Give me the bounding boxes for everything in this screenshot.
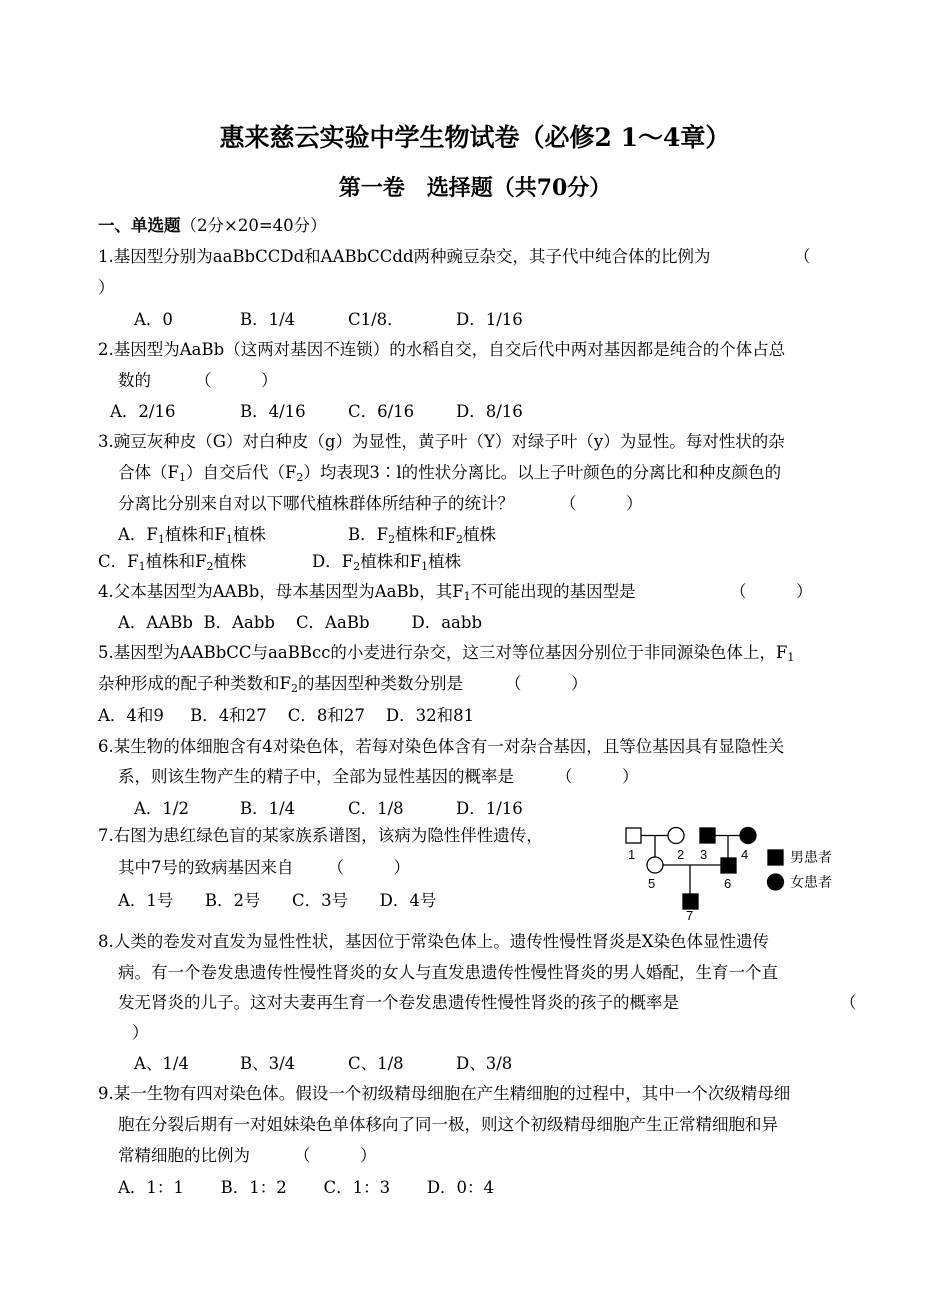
pedigree-individual-2 (668, 828, 684, 844)
pedigree-individual-1 (626, 828, 641, 843)
q8-paren-close: ） (132, 1023, 149, 1042)
q4-options: A．AABb B．Aabb C．AaBb D．aabb (118, 613, 483, 632)
q3-line3: 分离比分别来自对以下哪代植株群体所结种子的统计？ （ ） (118, 494, 643, 513)
pedigree-label-6: 6 (724, 876, 732, 891)
q2-option-b: B．4/16 (240, 402, 306, 421)
q2-option-a: A．2/16 (110, 402, 176, 421)
q6-line2: 系，则该生物产生的精子中，全部为显性基因的概率是 （ ） (118, 767, 639, 786)
q3-option-b: B．$F_2$植株和$F_2$植株 (348, 525, 497, 546)
q6-option-a: A．1/2 (134, 799, 189, 818)
legend-female-symbol (768, 874, 784, 890)
q9-line2: 胞在分裂后期有一对姐妹染色单体移向了同一极，则这个初级精母细胞产生正常精细胞和异 (118, 1115, 778, 1134)
pedigree-chart (622, 822, 872, 922)
q2-line2: 数的 （ ） (118, 371, 278, 390)
q1-option-b: B．1/4 (240, 310, 296, 329)
q9-line3: 常精细胞的比例为 （ ） (118, 1146, 377, 1165)
q3-option-c: C．$F_1$植株和$F_2$植株 (98, 552, 247, 573)
q8-option-b: B、3/4 (240, 1054, 296, 1073)
pedigree-individual-3 (700, 828, 715, 843)
q8-option-c: C、1/8 (348, 1054, 404, 1073)
section-heading: 一、单选题（2分×20=40分） (98, 216, 327, 235)
q8-line2: 病。有一个卷发患遗传性慢性肾炎的女人与直发患遗传性慢性肾炎的男人婚配，生育一个直 (118, 963, 778, 982)
q4-paren: （ ） (730, 582, 813, 601)
pedigree-label-1: 1 (628, 847, 636, 862)
q7-line2: 其中7号的致病基因来自 （ ） (118, 858, 410, 877)
q3-line2: 合体$(F_1)$自交后代$(F_2)$均表现3∶l的性状分离比。以上子叶颜色的分离比和种皮颜色的 (118, 463, 782, 484)
q5-line1: 5.基因型为AABbCC与aaBBcc的小麦进行杂交，这三对等位基因分别位于非同源染色体上，$F_1$ (98, 643, 795, 664)
pedigree-label-4: 4 (741, 847, 749, 862)
q2-option-d: D．8/16 (456, 402, 523, 421)
q8-line1: 8.人类的卷发对直发为显性性状，基因位于常染色体上。遗传性慢性肾炎是X染色体显性遗传 (98, 932, 769, 951)
q2-line1: 2.基因型为AaBb（这两对基因不连锁）的水稻自交，自交后代中两对基因都是纯合的个体占总 (98, 340, 786, 359)
legend-female-label: 女患者 (790, 874, 832, 890)
legend-male-symbol (768, 850, 783, 865)
pedigree-individual-4 (740, 828, 756, 844)
q3-option-a: A．$F_1$植株和$F_1$植株 (118, 525, 266, 546)
pedigree-label-2: 2 (677, 847, 685, 862)
q5-line2: 杂种形成的配子种类数和$F_2$的基因型种类数分别是 （ ） (98, 674, 588, 695)
q6-option-c: C．1/8 (348, 799, 404, 818)
q8-paren-open: （ (840, 993, 857, 1012)
q1-option-a: A．0 (134, 310, 173, 329)
q6-line1: 6.某生物的体细胞含有4对染色体，若每对染色体含有一对杂合基因，且等位基因具有显隐性关 (98, 737, 785, 756)
q1-paren-open: （ (794, 247, 811, 266)
pedigree-label-3: 3 (700, 847, 708, 862)
legend-male-label: 男患者 (790, 849, 832, 865)
q7-line1: 7.右图为患红绿色盲的某家族系谱图，该病为隐性伴性遗传， (98, 826, 543, 845)
q1-paren-close: ） (98, 278, 115, 297)
q6-option-d: D．1/16 (456, 799, 523, 818)
q2-option-c: C．6/16 (348, 402, 415, 421)
pedigree-individual-6 (721, 858, 736, 873)
pedigree-label-7: 7 (686, 908, 694, 922)
q8-option-d: D、3/8 (456, 1054, 513, 1073)
pedigree-individual-5 (647, 857, 663, 873)
pedigree-label-5: 5 (648, 876, 656, 891)
q8-option-a: A、1/4 (134, 1054, 189, 1073)
q9-options: A．1：1 B．1：2 C．1：3 D．0：4 (118, 1178, 495, 1197)
q4-line1: 4.父本基因型为AABb，母本基因型为AaBb，其$F_1$不可能出现的基因型是 (98, 582, 636, 603)
q1-line1: 1.基因型分别为aaBbCCDd和AABbCCdd两种豌豆杂交，其子代中纯合体的比例为 (98, 247, 711, 266)
q8-line3: 发无肾炎的儿子。这对夫妻再生育一个卷发患遗传性慢性肾炎的孩子的概率是 (118, 993, 679, 1012)
q9-line1: 9.某一生物有四对染色体。假设一个初级精母细胞在产生精细胞的过程中，其中一个次级精母细 (98, 1084, 791, 1103)
q3-line1: 3.豌豆灰种皮（G）对白种皮（g）为显性，黄子叶（Y）对绿子叶（y）为显性。每对性状的杂 (98, 432, 785, 451)
exam-title: 惠来慈云实验中学生物试卷（必修2 1～4章） (219, 123, 731, 152)
q7-options: A．1号 B．2号 C．3号 D．4号 (118, 891, 437, 910)
pedigree-individual-7 (683, 894, 698, 909)
q1-option-d: D．1/16 (456, 310, 523, 329)
q1-option-c: C1/8． (348, 310, 404, 329)
exam-subtitle: 第一卷 选择题（共70分） (338, 175, 612, 201)
q6-option-b: B．1/4 (240, 799, 296, 818)
q3-option-d: D．$F_2$植株和$F_1$植株 (312, 552, 462, 573)
q5-options: A．4和9 B．4和27 C．8和27 D．32和81 (98, 706, 475, 725)
